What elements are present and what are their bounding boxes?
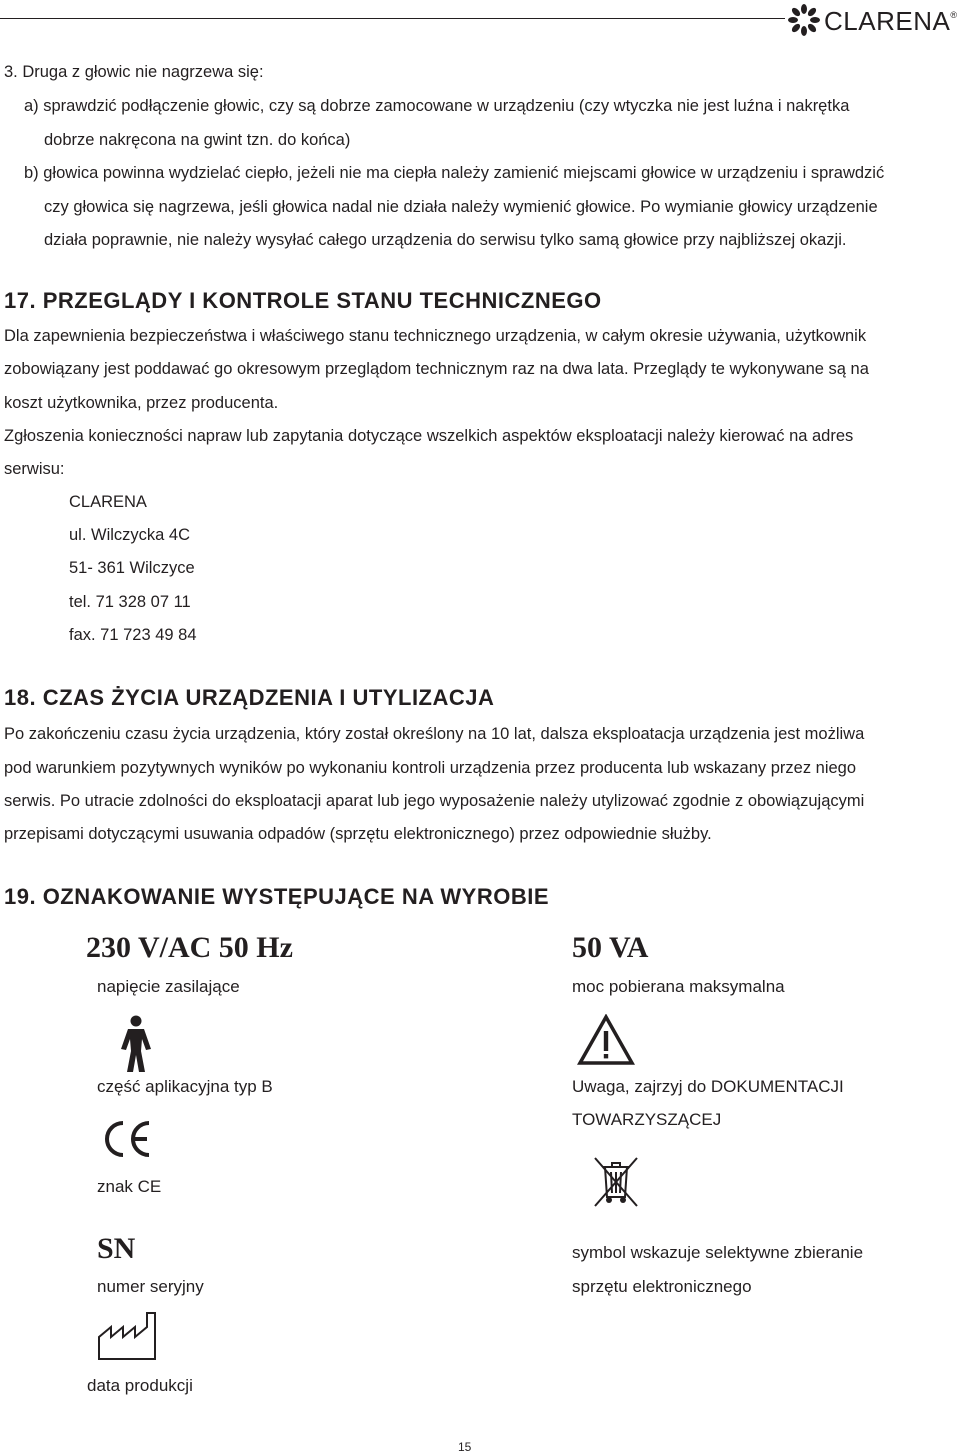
address-line-company: CLARENA (69, 493, 147, 511)
section18-line2: pod warunkiem pozytywnych wyników po wykonaniu kontroli urządzenia przez producenta lub wskazany przez niego (4, 759, 857, 777)
item3-a-line2: dobrze nakręcona na gwint tzn. do końca) (44, 131, 351, 149)
clarena-logo-icon (786, 2, 822, 38)
item3-b-line1: b) głowica powinna wydzielać ciepło, jeżeli nie ma ciepła należy zamienić miejscami głowice w urządzeniu i sprawdzić (24, 164, 885, 182)
section18-line3: serwis. Po utracie zdolności do eksploatacji aparat lub jego wyposażenie należy utylizować zgodnie z obowiązującymi (4, 792, 865, 810)
date-label: data produkcji (87, 1376, 193, 1395)
warning-label-2: TOWARZYSZĄCEJ (572, 1110, 722, 1129)
power-rating: 50 VA (572, 931, 649, 964)
warning-triangle-icon (577, 1014, 635, 1066)
item3-b-line3: działa poprawnie, nie należy wysyłać całego urządzenia do serwisu tylko samą głowice przy najbliższej okazji. (44, 231, 847, 249)
manufacture-date-icon (97, 1309, 157, 1361)
address-line-phone: tel. 71 328 07 11 (69, 593, 191, 611)
ce-label: znak CE (97, 1177, 162, 1196)
power-label: moc pobierana maksymalna (572, 977, 785, 996)
warning-label-1: Uwaga, zajrzyj do DOKUMENTACJI (572, 1077, 844, 1096)
section18-line1: Po zakończeniu czasu życia urządzenia, który został określony na 10 lat, dalsza eksploatacja urządzenia jest możliwa (4, 725, 865, 743)
brand-logo (786, 2, 960, 38)
section17-p2-line2: serwisu: (4, 460, 65, 478)
ce-mark-icon (99, 1119, 155, 1159)
item3-b-line2: czy głowica się nagrzewa, jeśli głowica nadal nie działa należy wymienić głowice. Po wymianie głowicy urządzenie (44, 198, 878, 216)
serial-number-symbol: SN (97, 1232, 136, 1265)
address-line-city: 51- 361 Wilczyce (69, 559, 195, 577)
bf-label: część aplikacyjna typ B (97, 1077, 273, 1096)
section17-p1-line1: Dla zapewnienia bezpieczeństwa i właściwego stanu technicznego urządzenia, w całym okresie używania, użytkownik (4, 327, 867, 345)
section17-p1-line3: koszt użytkownika, przez producenta. (4, 394, 279, 412)
applied-part-type-b-icon (117, 1015, 155, 1073)
section19-title: 19. OZNAKOWANIE WYSTĘPUJĄCE NA WYROBIE (4, 884, 550, 909)
address-line-fax: fax. 71 723 49 84 (69, 626, 197, 644)
section18-line4: przepisami dotyczącymi usuwania odpadów (sprzętu elektronicznego) przez odpowiednie służby. (4, 825, 712, 843)
voltage-rating: 230 V/AC 50 Hz (86, 931, 293, 964)
item3-title: 3. Druga z głowic nie nagrzewa się: (4, 63, 264, 81)
brand-name: CLARENA® (824, 6, 958, 36)
weee-label-1: symbol wskazuje selektywne zbieranie (572, 1243, 864, 1262)
sn-label: numer seryjny (97, 1277, 204, 1296)
section18-title: 18. CZAS ŻYCIA URZĄDZENIA I UTYLIZACJA (4, 685, 495, 710)
section17-p2-line1: Zgłoszenia konieczności napraw lub zapytania dotyczące wszelkich aspektów eksploatacji należy kierować na adres (4, 427, 854, 445)
section17-title: 17. PRZEGLĄDY I KONTROLE STANU TECHNICZNEGO (4, 288, 602, 313)
weee-bin-icon (591, 1155, 641, 1209)
voltage-label: napięcie zasilające (97, 977, 240, 996)
header-rule (0, 18, 785, 19)
item3-a-line1: a) sprawdzić podłączenie głowic, czy są dobrze zamocowane w urządzeniu (czy wtyczka nie jest luźna i nakrętka (24, 97, 850, 115)
weee-label-2: sprzętu elektronicznego (572, 1277, 752, 1296)
page-number: 15 (458, 1440, 472, 1454)
address-line-street: ul. Wilczycka 4C (69, 526, 191, 544)
section17-p1-line2: zobowiązany jest poddawać go okresowym przeglądom technicznym raz na dwa lata. Przeglądy te wykonywane są na (4, 360, 869, 378)
